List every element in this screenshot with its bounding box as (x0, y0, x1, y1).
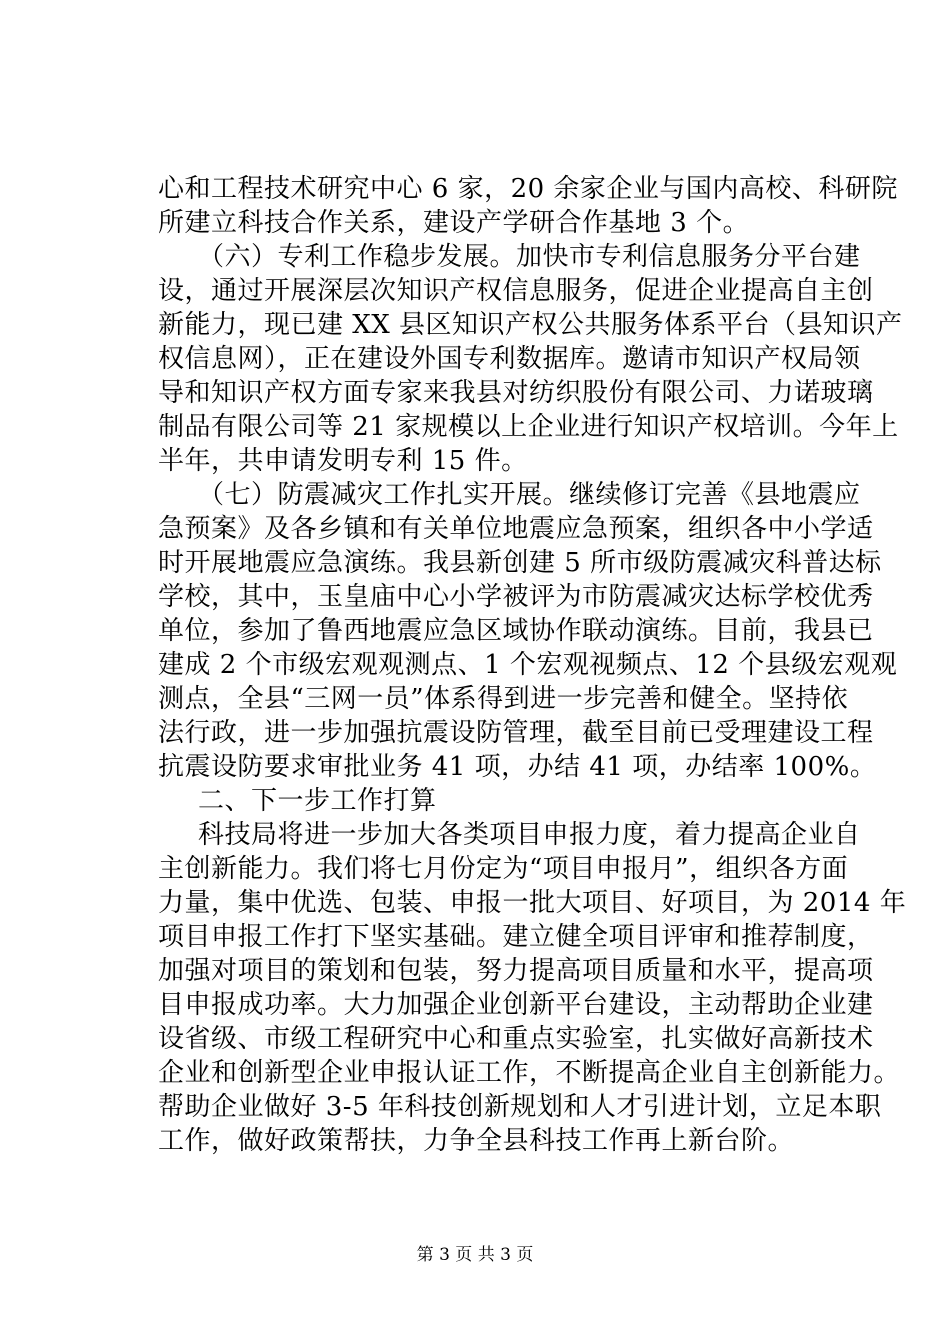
page-footer: 第 3 页 共 3 页 (416, 1245, 534, 1265)
text-line: 建成 2 个市级宏观观测点、1 个宏观视频点、12 个县级宏观观 (158, 650, 898, 680)
text-line: 二、下一步工作打算 (198, 786, 437, 816)
text-line: 时开展地震应急演练。我县新创建 5 所市级防震减灾科普达标 (158, 548, 882, 578)
text-line: 帮助企业做好 3-5 年科技创新规划和人才引进计划，立足本职 (158, 1092, 882, 1122)
text-line: 工作，做好政策帮扶，力争全县科技工作再上新台阶。 (158, 1126, 795, 1156)
text-line: 企业和创新型企业申报认证工作，不断提高企业自主创新能力。 (158, 1058, 901, 1088)
text-line: （七）防震减灾工作扎实开展。继续修订完善《县地震应 (198, 480, 861, 510)
text-line: 项目申报工作打下坚实基础。建立健全项目评审和推荐制度， (158, 922, 874, 952)
text-line: 设，通过开展深层次知识产权信息服务，促进企业提高自主创 (158, 276, 874, 306)
text-line: 制品有限公司等 21 家规模以上企业进行知识产权培训。今年上 (158, 412, 899, 442)
text-line: 测点，全县“三网一员”体系得到进一步完善和健全。坚持依 (158, 684, 849, 714)
text-line: 力量，集中优选、包装、申报一批大项目、好项目，为 2014 年 (158, 888, 907, 918)
text-line: 科技局将进一步加大各类项目申报力度，着力提高企业自 (198, 820, 861, 850)
text-line: 目申报成功率。大力加强企业创新平台建设，主动帮助企业建 (158, 990, 874, 1020)
text-line: 权信息网），正在建设外国专利数据库。邀请市知识产权局领 (158, 344, 861, 374)
text-line: 学校，其中，玉皇庙中心小学被评为市防震减灾达标学校优秀 (158, 582, 874, 612)
text-line: 急预案》及各乡镇和有关单位地震应急预案，组织各中小学适 (158, 514, 874, 544)
text-line: 心和工程技术研究中心 6 家，20 余家企业与国内高校、科研院 (158, 174, 898, 204)
text-line: （六）专利工作稳步发展。加快市专利信息服务分平台建 (198, 242, 861, 272)
text-line: 所建立科技合作关系，建设产学研合作基地 3 个。 (158, 208, 750, 238)
text-line: 单位，参加了鲁西地震应急区域协作联动演练。目前，我县已 (158, 616, 874, 646)
text-line: 半年，共申请发明专利 15 件。 (158, 446, 528, 476)
text-line: 新能力，现已建 XX 县区知识产权公共服务体系平台（县知识产 (158, 310, 903, 340)
text-line: 主创新能力。我们将七月份定为“项目申报月”，组织各方面 (158, 854, 849, 884)
text-line: 设省级、市级工程研究中心和重点实验室，扎实做好高新技术 (158, 1024, 874, 1054)
text-line: 加强对项目的策划和包装，努力提高项目质量和水平，提高项 (158, 956, 874, 986)
text-line: 法行政，进一步加强抗震设防管理，截至目前已受理建设工程 (158, 718, 874, 748)
text-line: 抗震设防要求审批业务 41 项，办结 41 项，办结率 100%。 (158, 752, 877, 782)
text-line: 导和知识产权方面专家来我县对纺织股份有限公司、力诺玻璃 (158, 378, 874, 408)
